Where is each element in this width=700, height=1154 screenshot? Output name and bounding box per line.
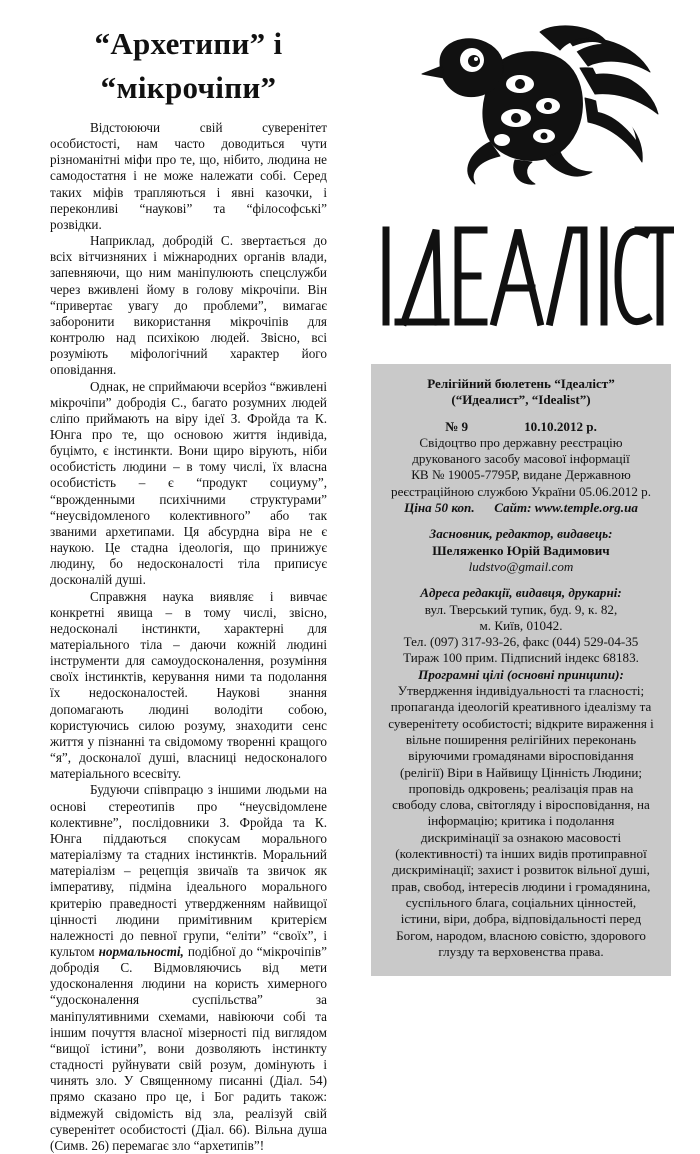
goals-line: дискримінації за ознакою масовості [420,829,622,845]
emphasis-normality: нормальності, [98,943,184,959]
goals-line: (колективності) та інших видів протиправної [395,846,647,862]
masthead [374,222,674,332]
phone-line: Тел. (097) 317-93-26, факс (044) 529-04-35 [403,634,639,650]
goals-line: інформацію; критика і подолання [427,813,615,829]
goals-line: суспільного блага, соціальних цінностей, [405,894,637,910]
founder-name: Шеляженко Юрій Вадимович [432,542,610,558]
article-paragraph-5 [50,782,327,1154]
article-paragraph-1: Відстоюючи свій суверенітет особистості, нам часто доводиться чути різноманітні міфи про те, що, нібито, людина не самодостатня і не може належати собі. Серед таких міфів трапляються і явні казочки, і переконливі “наукові” та “філософські” розвідки. [50,120,327,232]
goals-line: Утвердження індивідуальності та гласності; [397,683,645,699]
article-paragraph-4: Справжня наука виявляє і вивчає конкретні явища – в тому числі, звісно, недосконалі інстинкти, характерні для матеріального тіла – даючи кожній людині інструменти для самоудосконалення, розуміння своїх інстинктів, керування ними та подолання їх недосконалостей. Наукові знання допомагають людині володіти собою, користуючись силою розуму, знаходити сенс життя у пізнанні та свідомому творенні кращого “я”, досконалої душі, власниці недосконалого матеріального всесвіту. [50,588,327,782]
spacer [379,516,663,526]
goals-label: Програмні цілі (основні принципи): [418,666,624,682]
cert-line: реєстраційною службою України 05.06.2012 р. [391,483,651,499]
article-paragraph-5-text: Будуючи співпрацю з іншими людьми на основі стереотипів про “неусвідомлене колективне”, послідовники З. Фройда та К. Юнга піддаються спокусам морального матеріалізму та стадних інстинктів. Моральний матеріалізм – рецепція звичаїв та звичок як імперативу, підміна ідеального морального критерію праведності утвердженням найвищої цінності людини примітивним критерієм належності до певної групи, “еліти” “своїх”, і культом [50,782,327,959]
issue-row [379,419,663,435]
logo-bird-illustration [420,22,660,187]
founder-label: Засновник, редактор, видавець: [429,526,613,542]
goals-line: суверенітету особистості; відкрите вираження і [388,715,654,731]
bulletin-aliases: (“Идеалист”, “Idealist”) [451,392,591,408]
cert-line: друкованого засобу масової інформації [412,451,630,467]
goals-line: вільне поширення релігійних переконань [405,731,637,747]
spacer [379,409,663,419]
cert-line: КВ № 19005-7795Р, видане Державною [411,467,631,483]
imprint-box [371,364,671,976]
article-title [50,22,327,110]
issue-date: 10.10.2012 р. [524,418,597,434]
goals-line: прав, свобод, інтересів людини і громадянина, [391,878,651,894]
goals-line: свободу слова, світогляду і віросповідання, на [392,797,650,813]
article-paragraph-2: Наприклад, добродій С. звертається до всіх вітчизняних і міжнародних органів влади, запевняючи, що ним маніпулюють спецслужби через вживлені йому в голову мікрочіпи. Він “привертає увагу до проблеми”, вимагає заборонити використання мікрочіпів для контролю над психікою людей. Звісно, всі розуміють міфологічний характер його оповідання. [50,233,327,378]
founder-email: ludstvo@gmail.com [468,558,574,574]
goals-line: проповідь одкровень; реалізація прав на [408,780,634,796]
goals-line: (релігії) Віри в Найвищу Цінність Людини; [399,764,643,780]
goals-line: Богом, народом, власною совістю, здорового [396,927,646,943]
cert-line: Свідоцтво про державну реєстрацію [419,434,623,450]
goals-line: віруючими громадянами віросповідання [408,748,634,764]
address-label: Адреса редакції, видавця, друкарні: [420,585,622,601]
masthead-title-graphic [374,222,674,332]
article-column [50,22,327,1154]
article-paragraph-5-cont: подібної до “мікрочіпів” добродія С. Відмовляючись від мети удосконалення людини на користь химерного “удосконалення суспільства” за маніпулятивними схемами, навіюючи собі та іншим почуття власної мізерності під виглядом “вищої істини”, вони дозволяють інстинкту стадності руйнувати свій розум, домінують і чинять зло. У Священному писанні (Діал. 54) прямо сказано про це, і Бог радить також: відмежуй свідомість від зла, реалізуй свій суверенітет особистості (Діал. 66). Вільна душа (Симв. 26) перемагає зло “архетипів”! [50,943,327,1153]
goals-line: істини, віри, добра, відповідальності перед [400,911,642,927]
bulletin-title: Релігійний бюлетень “Ідеаліст” [427,376,615,391]
goals-line: пропаганда ідеологій креативного ідеалізму та [390,699,652,715]
issue-number: № 9 [445,418,469,434]
goals-line: глузду та верховенства права. [438,943,604,959]
address-line: вул. Тверський тупик, буд. 9, к. 82, [424,601,618,617]
masthead-letters [386,230,674,322]
goals-line: дискримінації; захист і розвиток вільної душі, [392,862,650,878]
masthead-title-text: ІДЕАЛІСТ [374,222,379,223]
article-title-line1: “Архетипи” і [94,26,283,61]
price-and-site: Ціна 50 коп. Сайт: www.temple.org.ua [404,500,638,516]
article-title-line2: “мікрочіпи” [100,70,277,105]
article-paragraph-3: Однак, не сприймаючи всерйоз “вживлені мікрочіпи” добродія С., багато розумних людей сліпо приймають на віру ідеї З. Фройда та К. Юнга про те, що основою життя індивіда, буцімто, є інстинкти. Вони щиро вірують, ніби особистість людини – в тому числі, їх власна особистість – є “продукт социуму”, “врожденными психічними структурами” “неусвідомленого колективного” або так званими архетипами. Ця абсурдна віра не є наукою. Це стадна ідеологія, що принижує людину, бо недосконалості тіла приписує досконалій душі. [50,378,327,588]
spacer [379,575,663,585]
address-line: м. Київ, 01042. [479,617,563,633]
circulation-line: Тираж 100 прим. Підписний індекс 68183. [403,650,639,666]
